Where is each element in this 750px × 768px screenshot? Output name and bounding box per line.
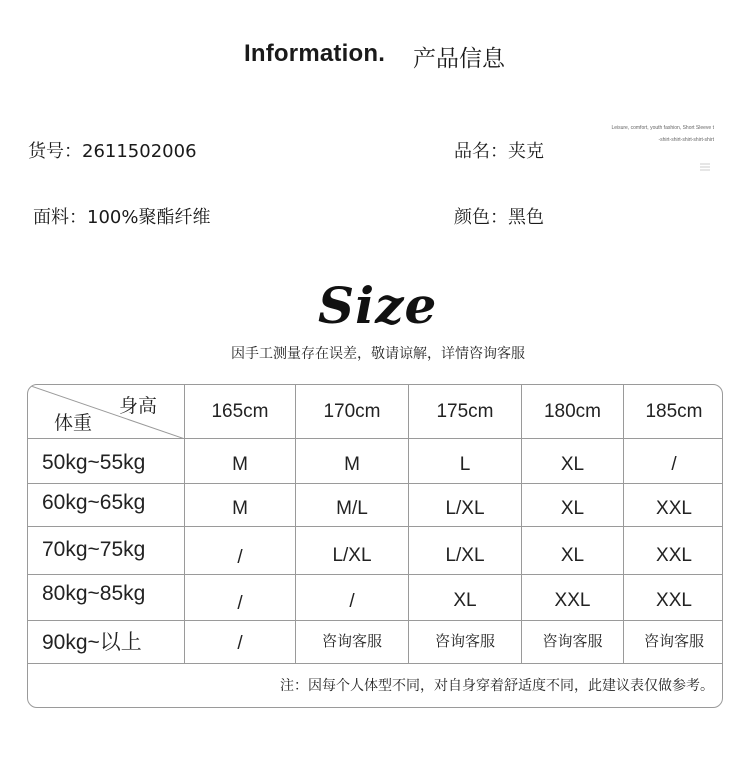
height-header: 170cm (323, 400, 381, 422)
height-header: 185cm (645, 400, 703, 422)
size-cell: XXL (656, 498, 692, 519)
fabric-label: 面料： (33, 207, 87, 228)
size-title: Size (318, 276, 438, 335)
size-table (27, 384, 723, 708)
item-number-value: 2611502006 (82, 141, 197, 162)
size-cell: 咨询客服 (321, 631, 382, 650)
size-cell: M (232, 498, 248, 519)
weight-row-header: 50kg~55kg (42, 451, 146, 474)
size-cell: 咨询客服 (643, 631, 704, 650)
size-cell: / (237, 593, 243, 614)
product-name (454, 137, 544, 163)
weight-row-header: 70kg~75kg (42, 538, 146, 561)
size-cell: / (671, 454, 677, 475)
tag-text (560, 122, 714, 146)
size-cell: XL (560, 545, 585, 566)
size-cell: / (237, 633, 243, 654)
color (454, 203, 544, 229)
product-name-label: 品名： (454, 141, 508, 162)
size-cell: M (344, 454, 360, 475)
weight-row-header: 80kg~85kg (42, 582, 146, 605)
size-cell: XL (560, 454, 585, 475)
size-cell: XXL (656, 545, 692, 566)
color-label: 颜色： (454, 207, 508, 228)
title-chinese: 产品信息 (413, 46, 505, 72)
size-cell: XXL (656, 590, 692, 611)
fabric (33, 203, 210, 229)
height-header: 165cm (211, 400, 269, 422)
item-number-label: 货号： (28, 141, 82, 162)
fabric-value: 100%聚酯纤维 (87, 207, 211, 228)
size-cell: / (349, 591, 355, 612)
size-cell: L (459, 454, 471, 475)
tag-line-1: Leisure, comfort, youth fashion, Short Sleeve t (611, 125, 714, 131)
size-cell: L/XL (445, 545, 485, 566)
title-english: Information. (244, 40, 386, 67)
weight-row-header: 90kg~以上 (42, 631, 142, 654)
size-cell: M (232, 454, 248, 475)
size-cell: L/XL (445, 498, 485, 519)
size-cell: L/XL (332, 545, 372, 566)
corner-weight-label: 体重 (54, 412, 93, 434)
table-divider (28, 663, 722, 664)
product-name-value: 夹克 (508, 141, 544, 162)
size-cell: 咨询客服 (542, 631, 603, 650)
size-cell: M/L (336, 498, 368, 519)
color-value: 黑色 (508, 207, 544, 228)
tag-line-2: -shirt-shirt-shirt-shirt-shirt (658, 137, 714, 143)
size-cell: / (237, 547, 243, 568)
size-cell: XL (560, 498, 585, 519)
item-number (28, 137, 197, 163)
table-footnote: 注：因每个人体型不同，对自身穿着舒适度不同，此建议表仅做参考。 (280, 678, 714, 694)
size-cell: XXL (554, 590, 591, 611)
size-note: 因手工测量存在误差，敬请谅解，详情咨询客服 (231, 346, 525, 362)
corner-height-label: 身高 (119, 395, 158, 417)
height-header: 175cm (436, 400, 494, 422)
list-icon (700, 156, 710, 164)
height-header: 180cm (543, 400, 602, 422)
size-cell: XL (453, 590, 477, 611)
size-cell: 咨询客服 (434, 631, 495, 650)
weight-row-header: 60kg~65kg (42, 491, 146, 514)
corner-diagonal (28, 385, 185, 439)
